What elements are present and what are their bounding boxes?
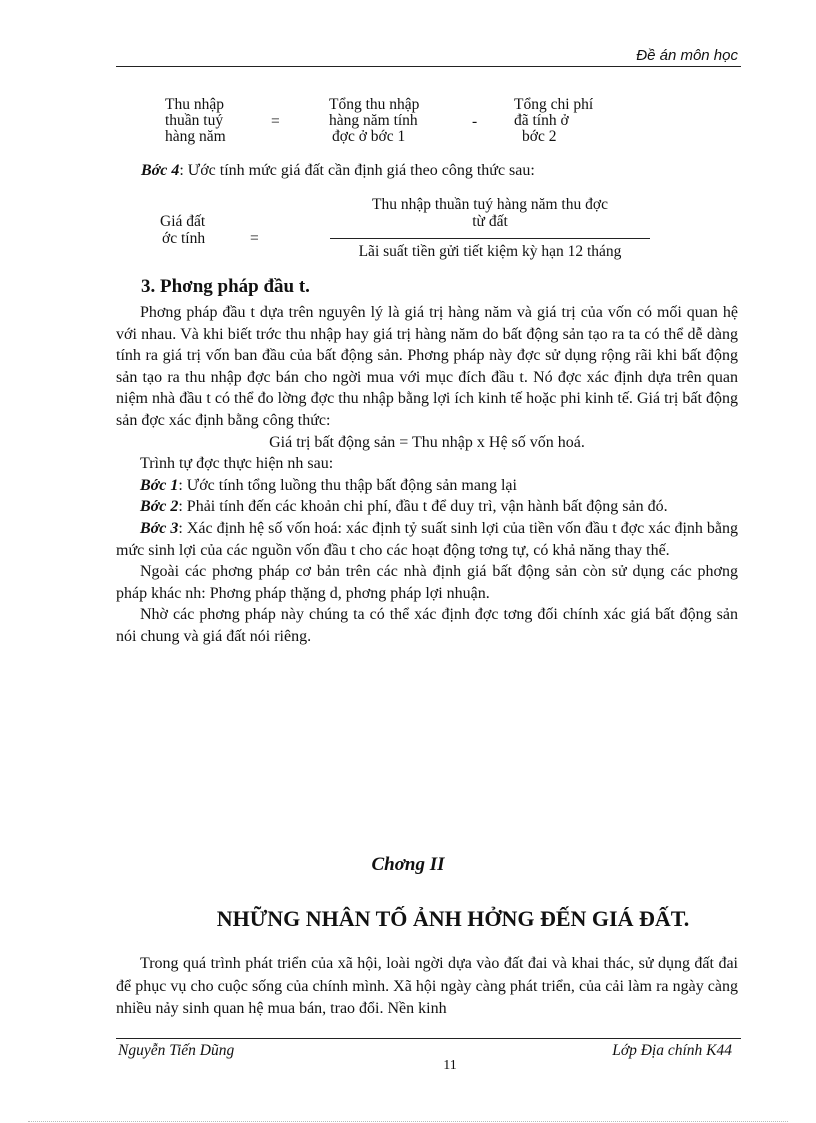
formula2-denominator: Lãi suất tiền gửi tiết kiệm kỳ hạn 12 tháng (358, 243, 622, 260)
formula1-right-line: Tổng chi phí (514, 96, 594, 113)
step4-text: : Ước tính mức giá đất cần định giá theo công thức sau: (179, 162, 535, 179)
procedure-intro: Trình tự đợc thực hiện nh sau: (140, 455, 334, 473)
formula1-mid-line: đợc ở bớc 1 (332, 128, 406, 145)
footer-class: Lớp Địa chính K44 (612, 1042, 732, 1059)
formula1-equals: = (271, 113, 280, 130)
step-text: : Xác định hệ số vốn hoá: xác định tỷ suất sinh lợi của tiền vốn đầu t đợc xác định bằng mức sinh lợi của các nguồn vốn đầu t cho các hoạt động tơng tự, có khả năng thay thế. (116, 519, 739, 559)
step-text: : Phải tính đến các khoản chi phí, đầu t để duy trì, vận hành bất động sản đó. (178, 498, 668, 516)
step-text: : Ước tính tổng luồng thu thập bất động sản mang lại (178, 476, 517, 494)
step-label: Bớc 3 (140, 519, 179, 537)
formula2-left-line: ớc tính (162, 230, 206, 247)
section3-heading: 3. Phơng pháp đầu t. (141, 276, 310, 297)
chapter-intro-text: Trong quá trình phát triển của xã hội, loài ngời dựa vào đất đai và khai thác, sử dụng đất đai để phục vụ cho cuộc sống của chính mình. Xã hội ngày càng phát triển, của cải làm ra ngày càng nhiều nảy sinh quan hệ mua bán, trao đổi. Nền kinh (116, 955, 738, 1017)
chapter-title: NHỮNG NHÂN TỐ ẢNH HỞNG ĐẾN GIÁ ĐẤT. (216, 906, 690, 931)
formula1-right (514, 97, 593, 145)
header-title: Đề án môn học (636, 47, 738, 64)
formula1-left (165, 97, 226, 145)
formula1-left-line: thuần tuý (165, 112, 224, 129)
formula1-middle (329, 97, 419, 145)
formula2-numerator (330, 196, 650, 230)
formula2-num-line: từ đất (472, 213, 508, 230)
formula1-mid-line: hàng năm tính (329, 112, 418, 129)
step-label: Bớc 2 (140, 498, 179, 516)
formula1-left-line: hàng năm (165, 128, 226, 145)
formula2-left-line: Giá đất (160, 213, 206, 230)
section3-paragraph-2: Ngoài các phơng pháp cơ bản trên các nhà định giá bất động sản còn sử dụng các phơng pháp khác nh: Phơng pháp thặng d, phơng pháp lợi nhuận. (116, 563, 738, 602)
formula2-equals: = (250, 230, 259, 247)
formula2-num-line: Thu nhập thuần tuý hàng năm thu đợc (372, 196, 608, 213)
section3-body (116, 302, 738, 648)
step-3 (116, 518, 738, 561)
footer-author: Nguyễn Tiến Dũng (118, 1042, 235, 1059)
step4-label: Bớc 4 (141, 162, 180, 179)
step-2 (116, 496, 738, 518)
formula1-right-line: bớc 2 (522, 128, 557, 145)
chapter-label: Chơng II (371, 854, 445, 875)
section3-paragraph-1: Phơng pháp đầu t dựa trên nguyên lý là giá trị hàng năm và giá trị của vốn có mối quan hệ với nhau. Và khi biết trớc thu nhập hay giá trị hàng năm do bất động sản tạo ra ta có thể dễ dàng tính ra giá trị vốn ban đầu của bất động sản. Phơng pháp này đợc sử dụng rộng rãi khi bất động sản tạo ra thu nhập đợc bán cho ngời mua với mục đích đầu t. Nó đợc xác định dựa trên quan niệm nhà đầu t có thể đo lờng đợc thu nhập bằng lợi ích kinh tế hoặc phi kinh tế. Giá trị bất động sản đợc xác định bằng công thức: (116, 304, 738, 429)
bottom-dotted-border (28, 1121, 788, 1122)
footer-rule (116, 1038, 741, 1039)
fraction-bar (330, 238, 650, 239)
section3-paragraph-3: Nhờ các phơng pháp này chúng ta có thể xác định đợc tơng đối chính xác giá bất động sản nói chung và giá đất nói riêng. (116, 606, 738, 645)
formula1-mid-line: Tổng thu nhập (329, 96, 420, 113)
formula1-left-line: Thu nhập (165, 96, 224, 113)
step4-line (141, 162, 535, 180)
formula2-left (160, 213, 205, 247)
formula1-right-line: đã tính ở (514, 112, 569, 129)
page-number: 11 (443, 1058, 457, 1073)
formula1-minus: - (472, 113, 478, 130)
capitalization-formula: Giá trị bất động sản = Thu nhập x Hệ số vốn hoá. (269, 433, 585, 451)
step-1 (116, 475, 738, 497)
chapter-intro (116, 953, 738, 1021)
step-label: Bớc 1 (140, 476, 179, 494)
header-rule (116, 66, 741, 67)
